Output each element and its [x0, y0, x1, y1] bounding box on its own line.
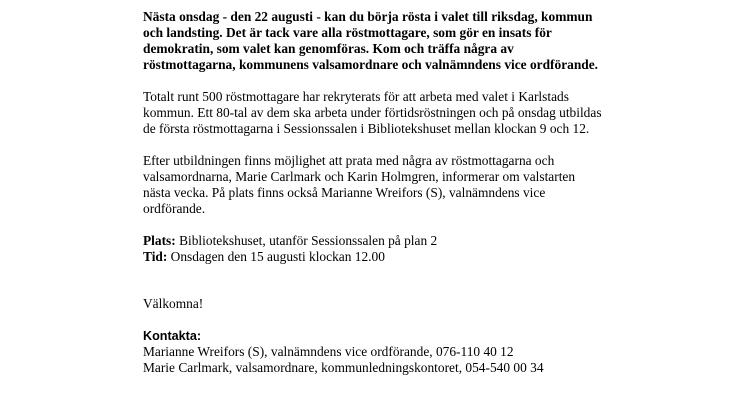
place-value: Bibliotekshuset, utanför Sessionssalen på plan 2 [175, 233, 438, 248]
welcome-text: Välkomna! [143, 296, 204, 311]
document-body [143, 9, 603, 376]
time-value: Onsdagen den 15 augusti klockan 12.00 [167, 249, 385, 264]
contact-heading: Kontakta: [143, 329, 202, 343]
place-line [143, 233, 603, 249]
time-line [143, 249, 603, 265]
time-label: Tid: [143, 249, 168, 264]
body-paragraph-1: Totalt runt 500 röstmottagare har rekryterats för att arbeta med valet i Karlstads kommun. Ett 80-tal av dem ska arbeta under förtidsröstningen och på onsdag utbildas de första röstmottagarna i Sessionssalen i Bibliotekshuset mellan klockan 9 och 12. [143, 89, 602, 136]
contact-line-2: Marie Carlmark, valsamordnare, kommunledningskontoret, 054-540 00 34 [143, 360, 544, 375]
body-paragraph-2: Efter utbildningen finns möjlighet att prata med några av röstmottagarna och valsamordnarna, Marie Carlmark och Karin Holmgren, informerar om valstarten nästa vecka. På plats finns också Marianne Wreifors (S), valnämndens vice ordförande. [143, 153, 576, 216]
lead-paragraph: Nästa onsdag - den 22 augusti - kan du börja rösta i valet till riksdag, kommun och landsting. Det är tack vare alla röstmottagare, som gör en insats för demokratin, som valet kan genomföras. Kom och träffa några av röstmottagarna, kommunens valsamordnare och valnämndens vice ordförande. [143, 9, 599, 72]
contact-line-1: Marianne Wreifors (S), valnämndens vice ordförande, 076-110 40 12 [143, 344, 514, 359]
place-label: Plats: [143, 233, 176, 248]
